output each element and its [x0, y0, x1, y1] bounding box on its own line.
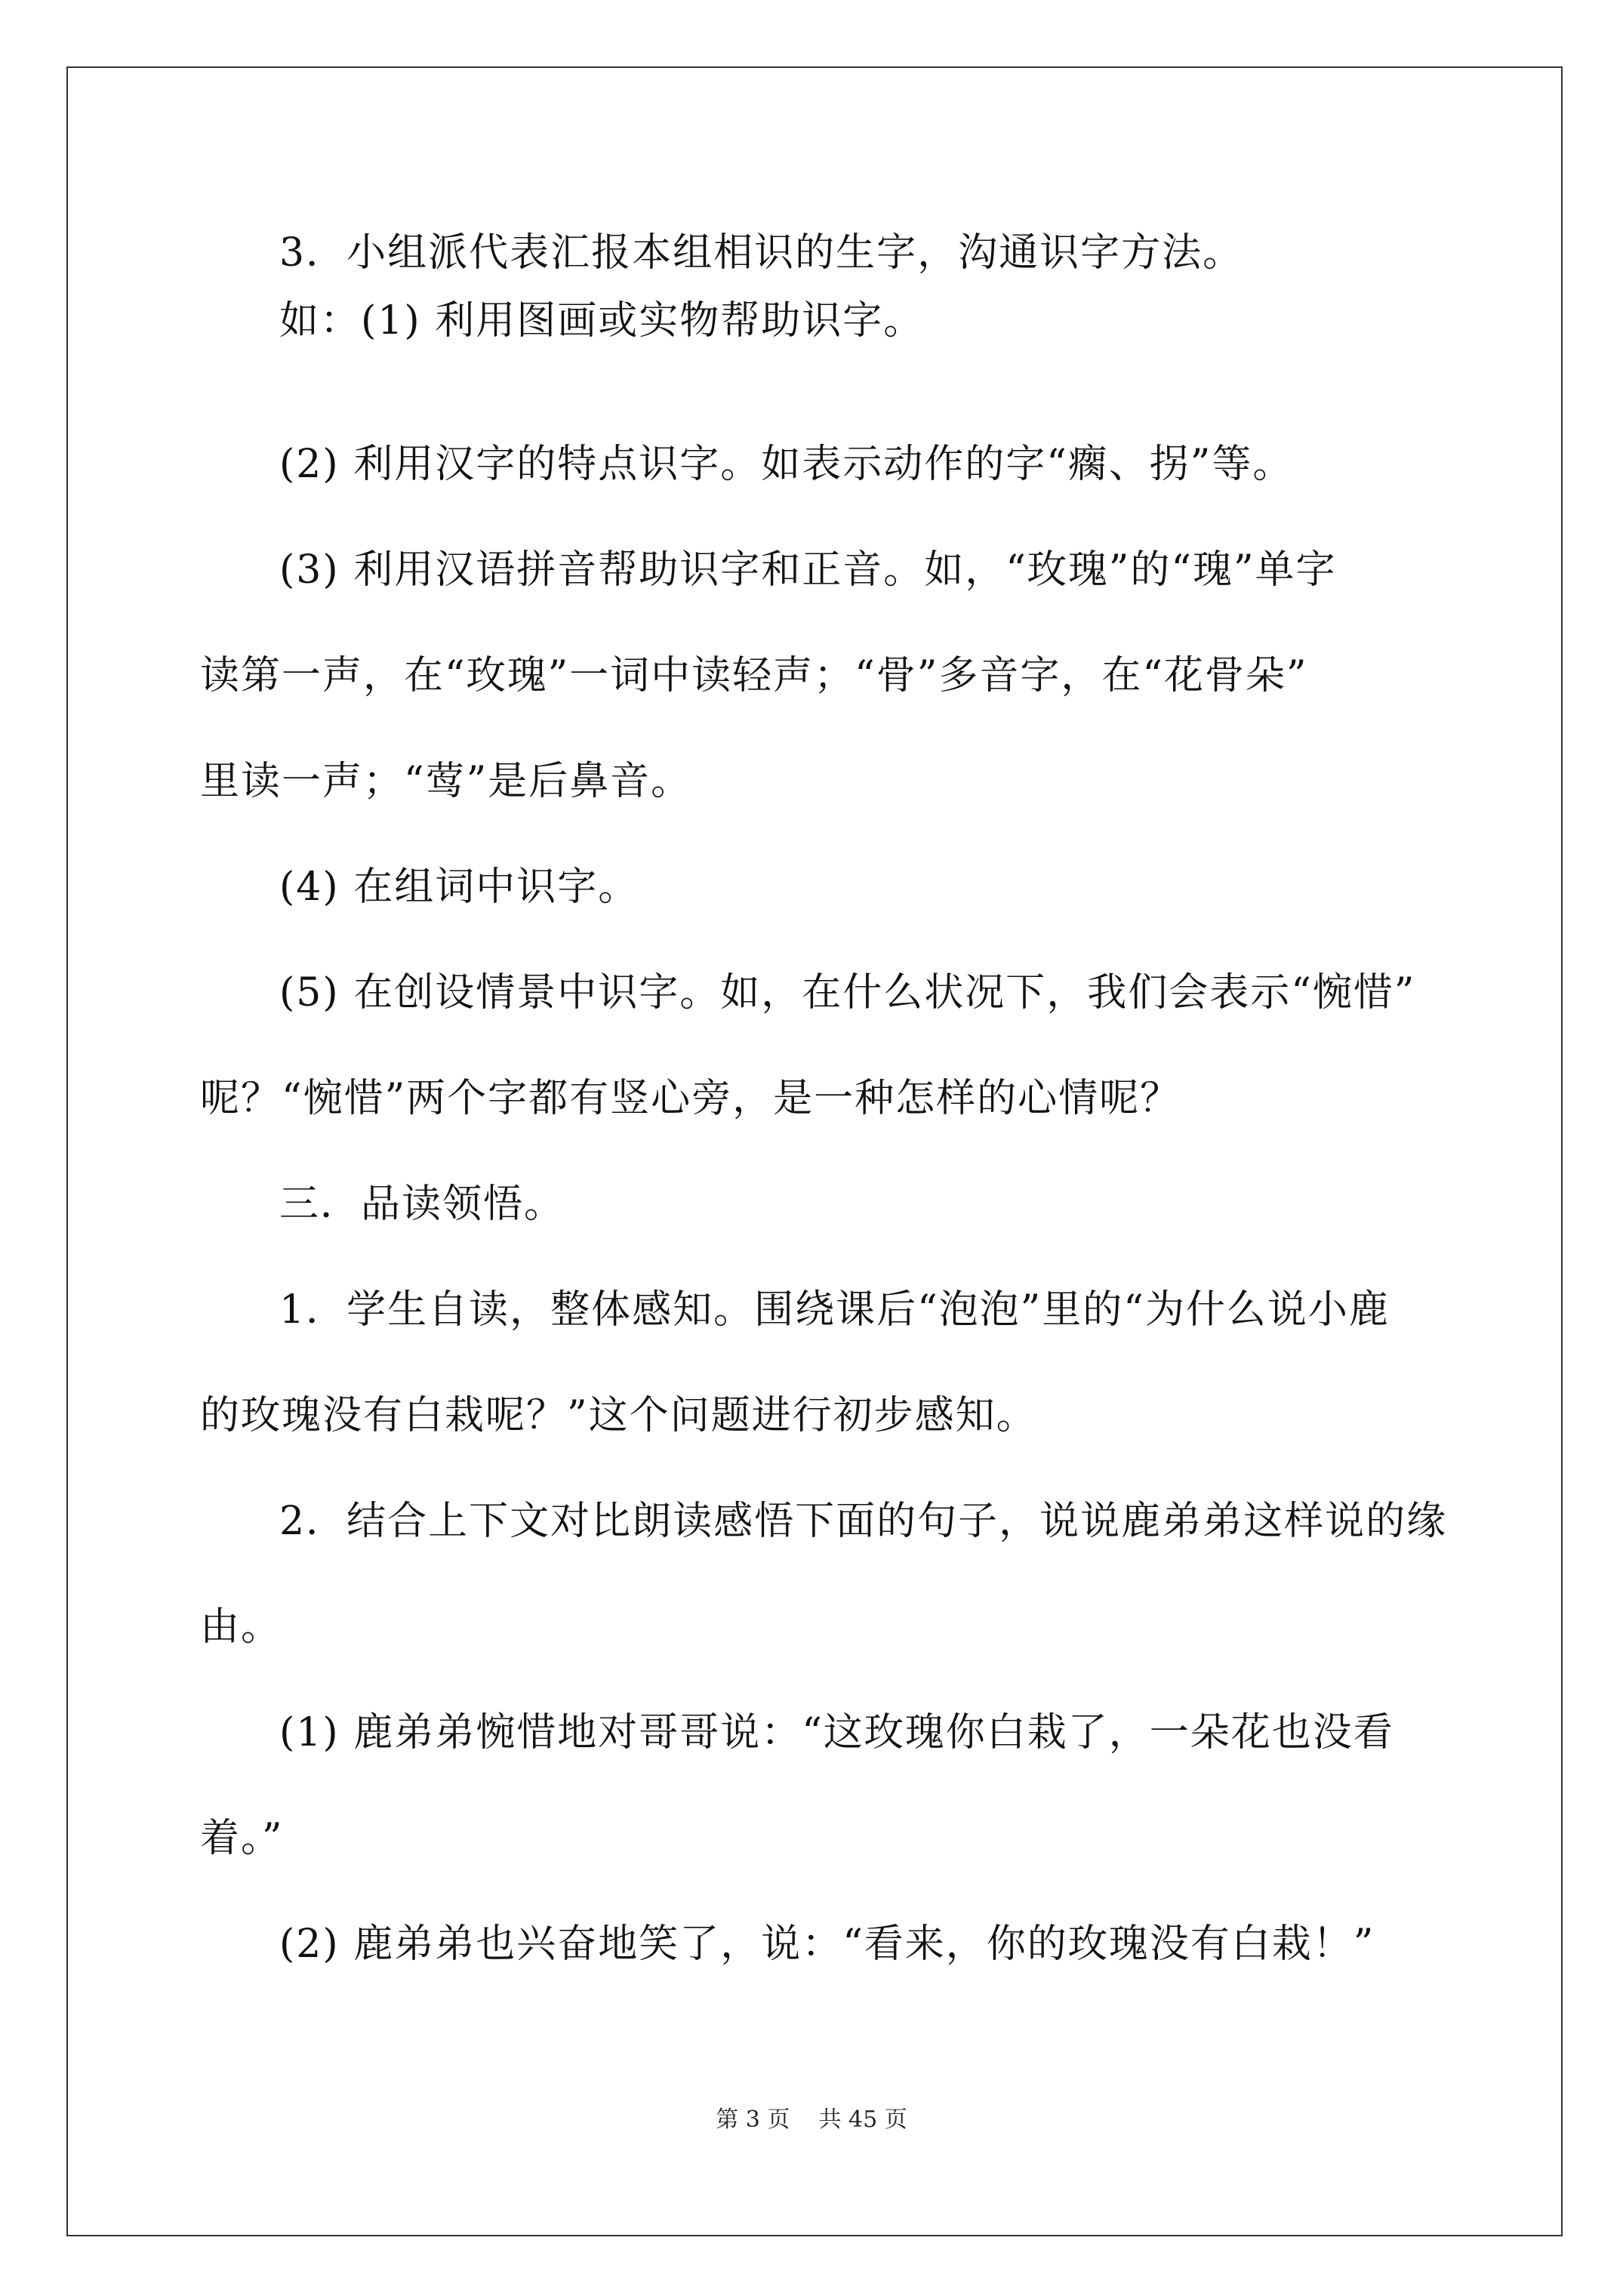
- text-line-14: 由。: [200, 1604, 282, 1650]
- text-line-2: 如：(1) 利用图画或实物帮助识字。: [279, 298, 925, 344]
- text-line-13: 2．结合上下文对比朗读感悟下面的句子，说说鹿弟弟这样说的缘: [279, 1499, 1448, 1544]
- page-border: [66, 66, 1563, 2236]
- text-line-6: 里读一声；“莺”是后鼻音。: [200, 759, 692, 804]
- text-line-9: 呢？“惋惜”两个字都有竖心旁，是一种怎样的心情呢？: [200, 1076, 1181, 1121]
- text-line-17: (2) 鹿弟弟也兴奋地笑了，说：“看来，你的玫瑰没有白栽！”: [279, 1922, 1375, 1967]
- text-line-12: 的玫瑰没有白栽呢？”这个问题进行初步感知。: [200, 1393, 1037, 1438]
- text-line-5: 读第一声，在“玫瑰”一词中读轻声；“骨”多音字，在“花骨朵”: [200, 653, 1308, 698]
- text-line-4: (3) 利用汉语拼音帮助识字和正音。如，“玫瑰”的“瑰”单字: [279, 547, 1337, 593]
- text-line-15: (1) 鹿弟弟惋惜地对哥哥说：“这玫瑰你白栽了，一朵花也没看: [279, 1710, 1394, 1755]
- text-line-8: (5) 在创设情景中识字。如，在什么状况下，我们会表示“惋惜”: [279, 970, 1416, 1015]
- text-line-3: (2) 利用汉字的特点识字。如表示动作的字“瘸、拐”等。: [279, 442, 1294, 487]
- page-number-footer: 第 3 页 共 45 页: [716, 2106, 907, 2133]
- text-line-1: 3．小组派代表汇报本组相识的生字，沟通识字方法。: [279, 230, 1244, 276]
- text-line-7: (4) 在组词中识字。: [279, 864, 639, 910]
- text-line-16: 着。”: [200, 1816, 284, 1861]
- text-line-11: 1．学生自读，整体感知。围绕课后“泡泡”里的“为什么说小鹿: [279, 1287, 1390, 1333]
- text-line-10: 三．品读领悟。: [279, 1182, 565, 1227]
